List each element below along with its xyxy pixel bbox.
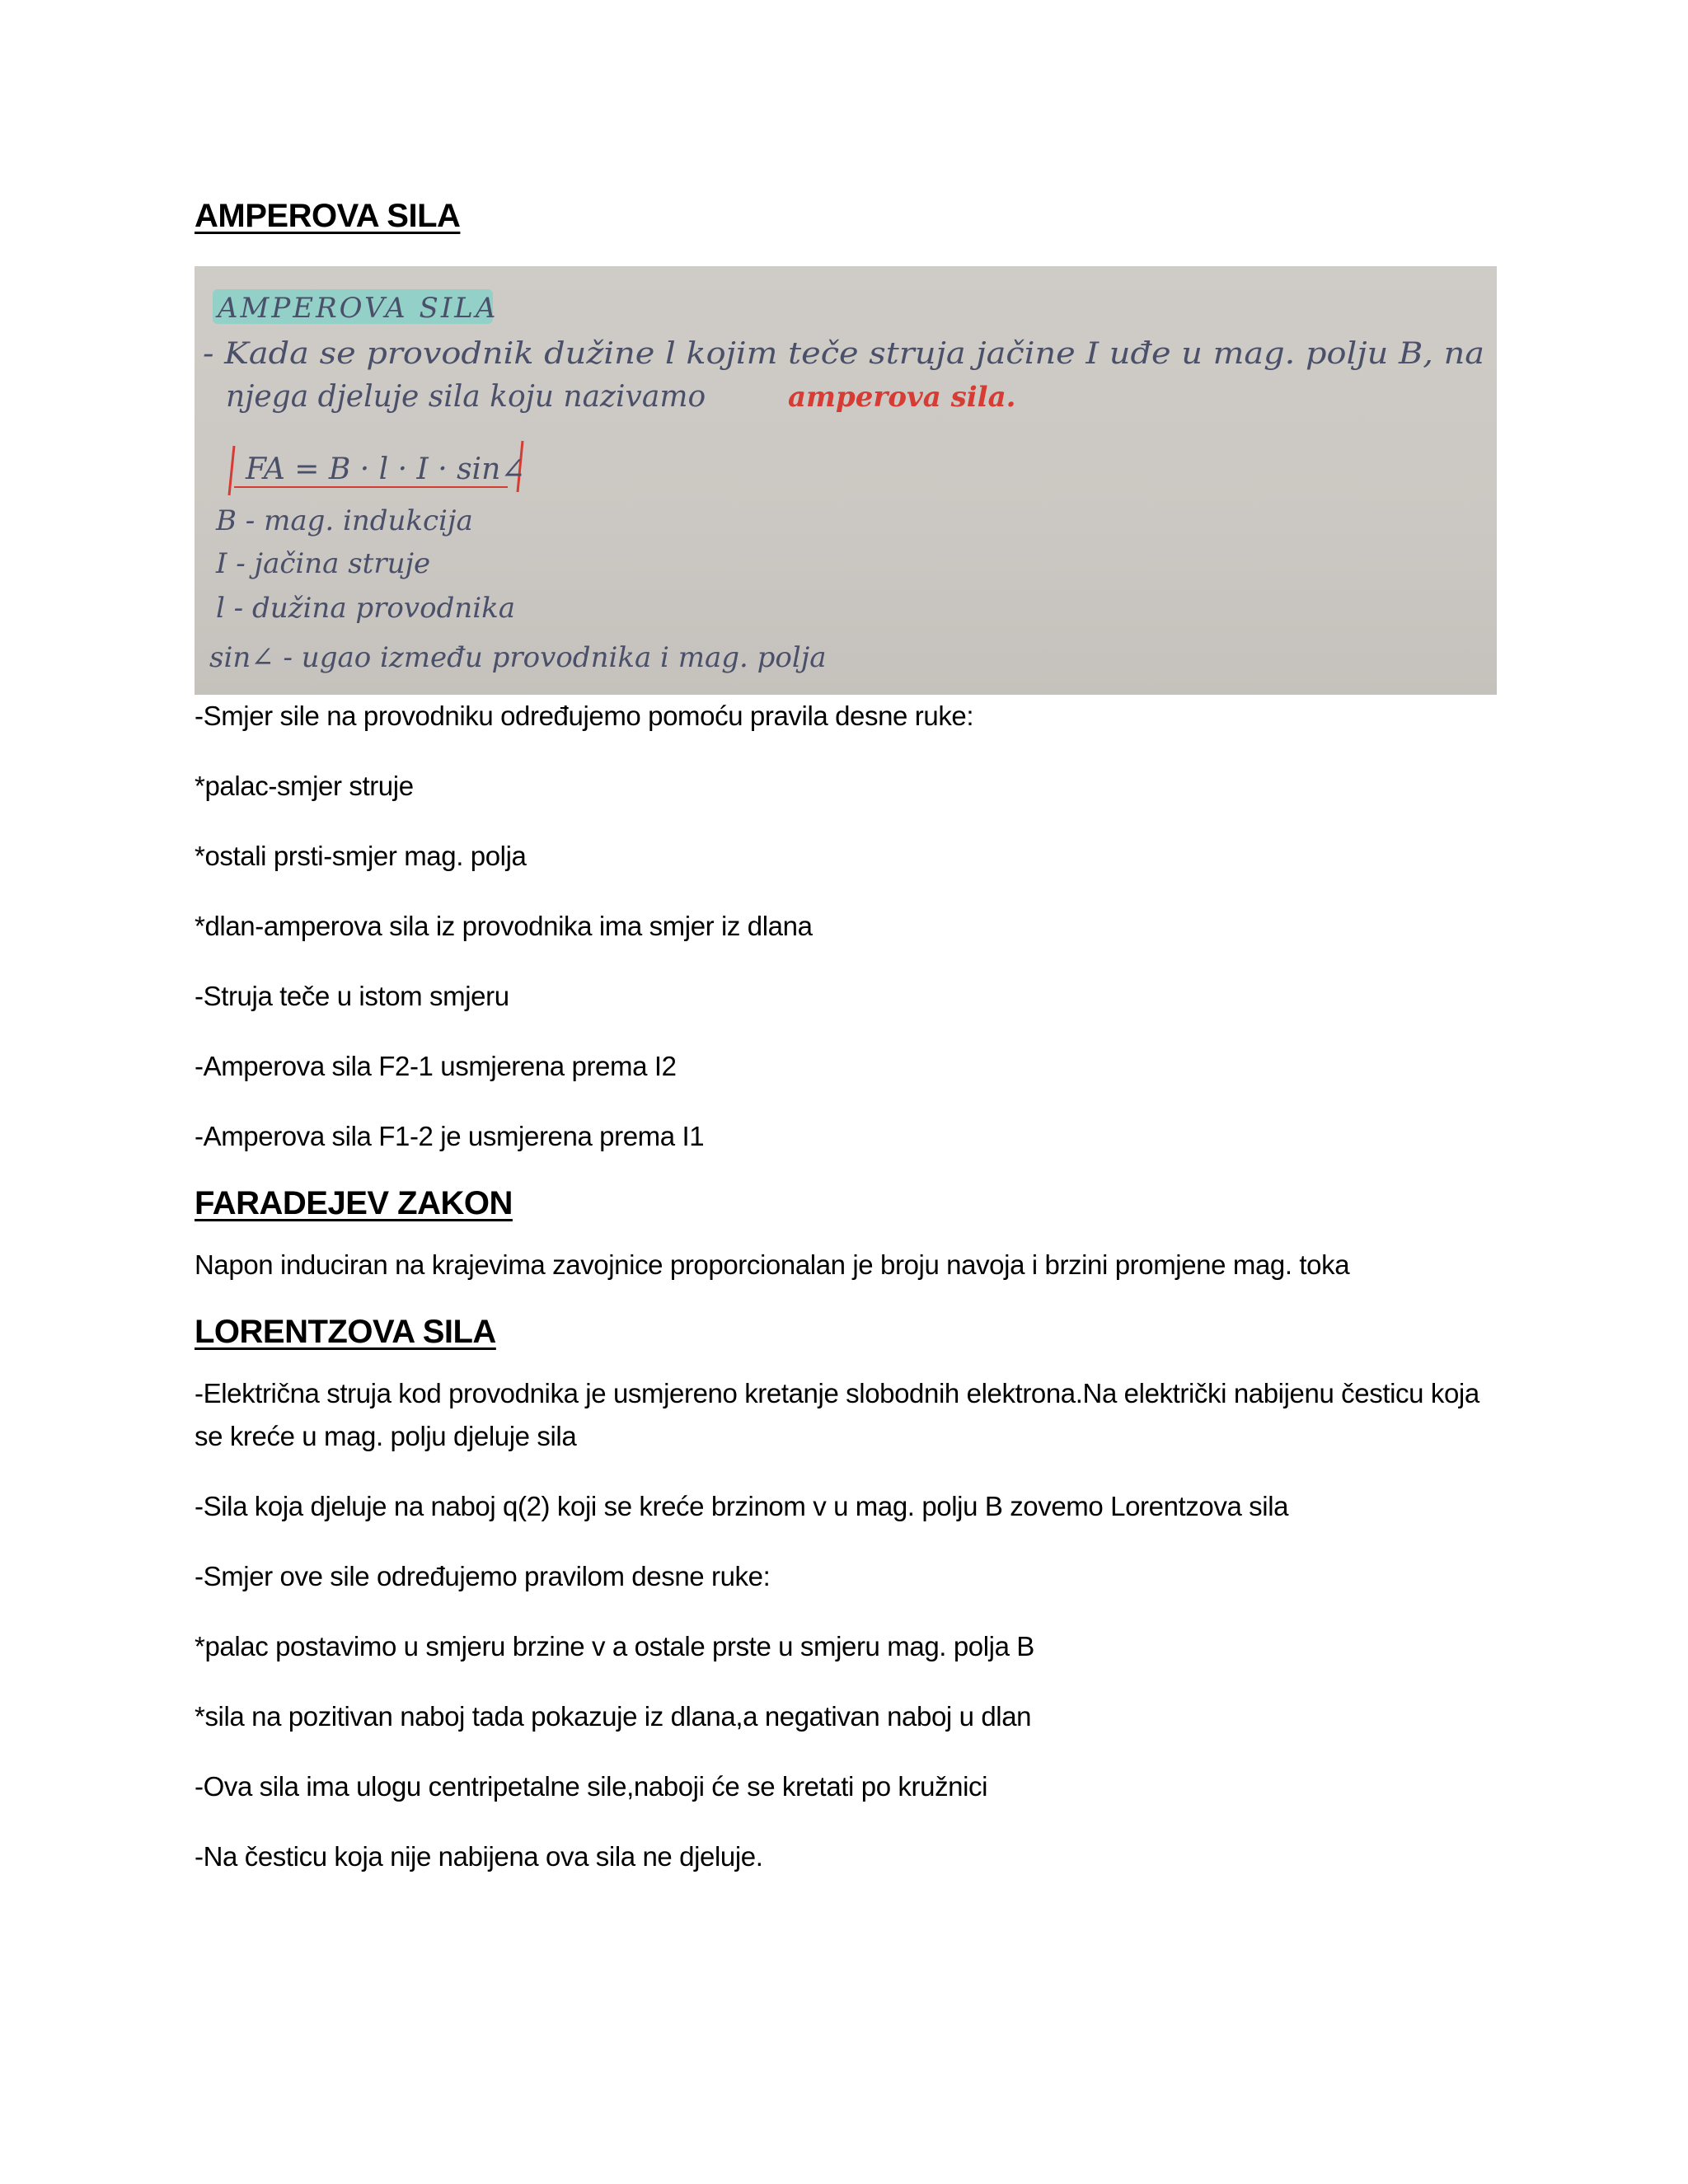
photo-formula: FA = B · l · I · sin∠ [246,452,526,486]
lorentz-line-2: -Sila koja djeluje na naboj q(2) koji se kreće brzinom v u mag. polju B zovemo Lorentzova sila [195,1491,1289,1521]
photo-line-2a: njega djeluje sila koju nazivamo [226,380,706,414]
faraday-line-1: Napon induciran na krajevima zavojnice proporcionalan je broju navoja i brzini promjene mag. toka [195,1249,1350,1280]
photo-line-2b: amperova sila. [788,381,1016,414]
photo-line-1: - Kada se provodnik dužine l kojim teče struja jačine I uđe u mag. polju B, na [203,337,1484,371]
photo-title: AMPEROVA SILA [218,292,499,325]
photo-def-i: I - jačina struje [216,547,431,580]
ampere-line-6: -Amperova sila F2-1 usmjerena prema I2 [195,1051,677,1081]
heading-amperova-sila: AMPEROVA SILA [195,198,461,234]
ampere-line-5: -Struja teče u istom smjeru [195,981,509,1011]
ampere-line-1: -Smjer sile na provodniku određujemo pomoću pravila desne ruke: [195,701,974,731]
lorentz-line-5: *sila na pozitivan naboj tada pokazuje iz dlana,a negativan naboj u dlan [195,1701,1032,1732]
lorentz-line-7: -Na česticu koja nije nabijena ova sila ne djeluje. [195,1841,763,1872]
heading-faradejev-zakon: FARADEJEV ZAKON [195,1185,513,1221]
ampere-line-4: *dlan-amperova sila iz provodnika ima smjer iz dlana [195,911,813,941]
lorentz-line-4: *palac postavimo u smjeru brzine v a ostale prste u smjeru mag. polja B [195,1631,1034,1661]
heading-lorentzova-sila: LORENTZOVA SILA [195,1314,496,1350]
ampere-notes [195,695,1497,1158]
photo-def-b: B - mag. indukcija [216,504,473,537]
photo-def-sin: sin∠ - ugao između provodnika i mag. polja [209,641,827,674]
ampere-line-7: -Amperova sila F1-2 je usmjerena prema I1 [195,1121,705,1151]
photo-def-l: l - dužina provodnika [216,592,515,625]
lorentz-line-6: -Ova sila ima ulogu centripetalne sile,naboji će se kretati po kružnici [195,1771,988,1802]
lorentz-line-1: -Električna struja kod provodnika je usmjereno kretanje slobodnih elektrona.Na električki nabijenu česticu koja se kreće u mag. polju djeluje sila [195,1378,1479,1451]
ampere-line-3: *ostali prsti-smjer mag. polja [195,841,527,871]
lorentz-line-3: -Smjer ove sile određujemo pravilom desne ruke: [195,1561,771,1591]
document-content [195,198,1497,1905]
handwritten-notes-photo [195,266,1497,695]
ampere-line-2: *palac-smjer struje [195,771,414,801]
